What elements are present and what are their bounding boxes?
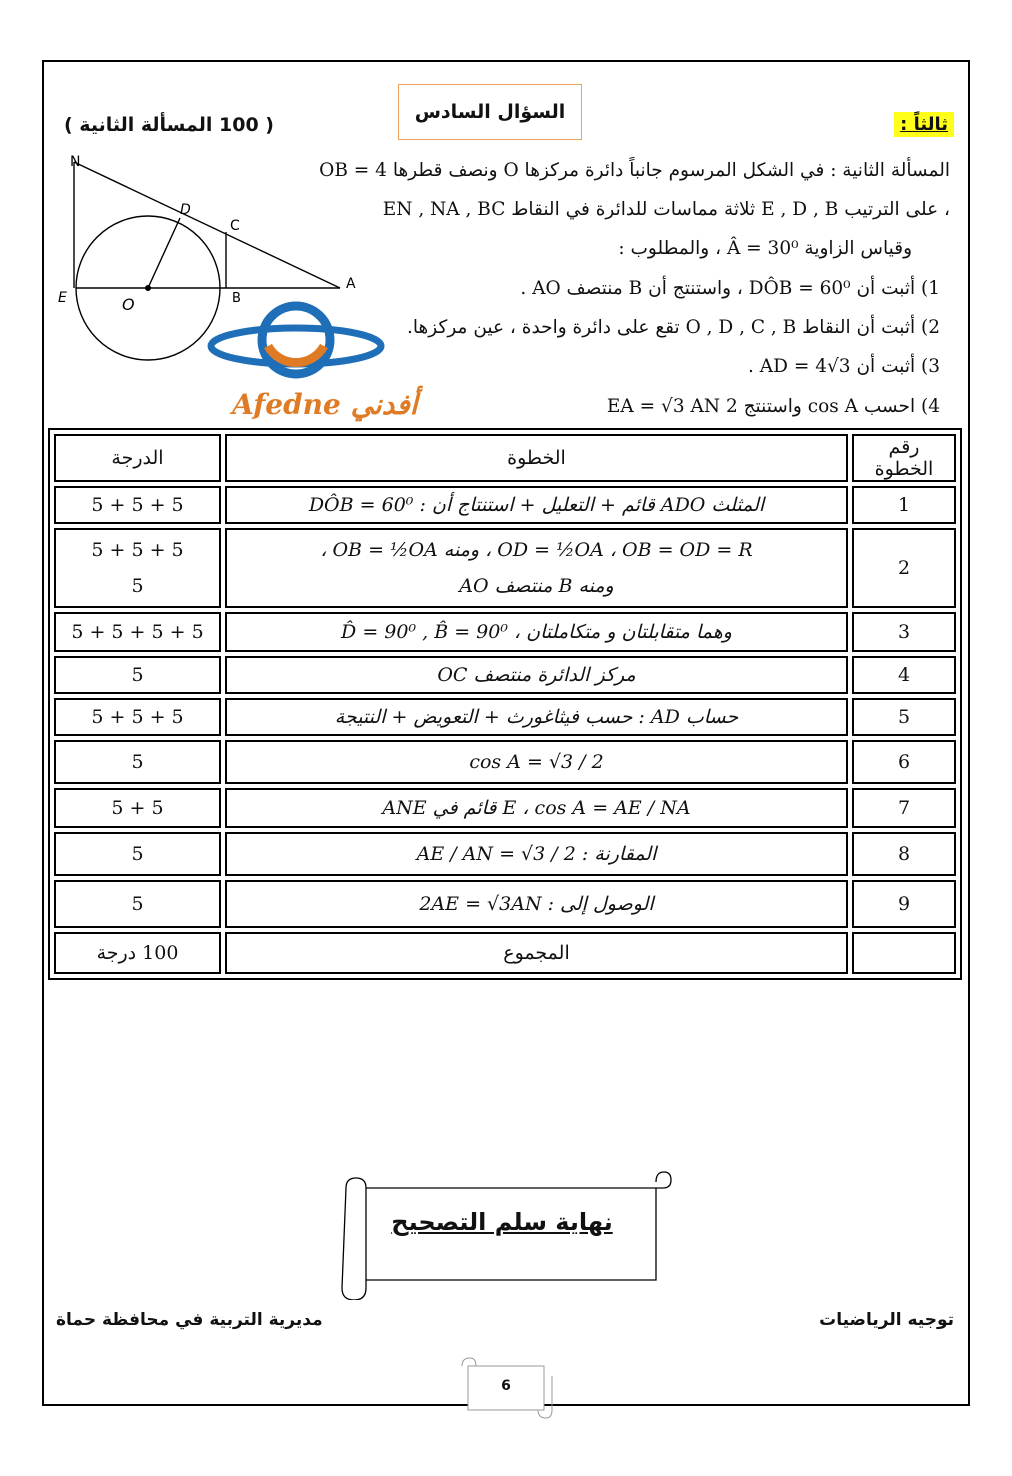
row-num: 4 (852, 656, 956, 694)
row-step: ANE قائم في E ، cos A = AE / NA (225, 788, 848, 828)
statement-line-2: EN , NA , BC ثلاثة مماسات للدائرة في النقاط E , D , B على الترتيب ، (382, 199, 950, 220)
row-num: 7 (852, 788, 956, 828)
label-B: B (232, 291, 241, 306)
question-2: 2) أثبت أن النقاط O , D , C , B تقع على دائرة واحدة ، عين مركزها. (407, 317, 940, 338)
table-row (54, 832, 956, 876)
label-C: C (230, 218, 240, 234)
label-E: E (58, 290, 67, 306)
problem-heading: ( 100 المسألة الثانية ) (64, 114, 274, 136)
question-1: 1) أثبت أن DÔB = 60⁰ ، واستنتج أن B منتصف AO . (520, 278, 940, 299)
footer-left: مديرية التربية في محافظة حماة (56, 1310, 323, 1330)
header-step: الخطوة (225, 434, 848, 482)
header-grade: الدرجة (54, 434, 221, 482)
section-label: ثالثاً : (894, 112, 954, 137)
row-num: 9 (852, 880, 956, 928)
row-grade (54, 528, 221, 608)
logo-text: Afedne أفدني (232, 388, 418, 421)
statement-line-1: المسألة الثانية : في الشكل المرسوم جانباً دائرة مركزها O ونصف قطرها OB = 4 (319, 160, 950, 181)
row-grade: 5 + 5 + 5 + 5 (54, 612, 221, 652)
row-num: 2 (852, 528, 956, 608)
row-grade: 5 (54, 880, 221, 928)
total-empty (852, 932, 956, 974)
table-row (54, 788, 956, 828)
page-number: 6 (501, 1378, 511, 1394)
label-N: N (70, 154, 81, 170)
row-num: 6 (852, 740, 956, 784)
footer-right: توجيه الرياضيات (819, 1310, 954, 1330)
row-num: 1 (852, 486, 956, 524)
row-step-line-2: ومنه B منتصف AO (459, 575, 614, 597)
label-O: O (122, 295, 135, 314)
total-grade: 100 درجة (54, 932, 221, 974)
grading-table (48, 428, 962, 980)
row-grade: 5 + 5 + 5 (54, 698, 221, 736)
table-row (54, 528, 956, 608)
label-A: A (346, 276, 356, 292)
row-grade: 5 (54, 832, 221, 876)
radius-OD (148, 218, 180, 288)
end-banner-text: نهاية سلم التصحيح (391, 1208, 613, 1236)
statement-line-3: وقياس الزاوية Â = 30⁰ ، والمطلوب : (618, 238, 912, 259)
row-grade: 5 (54, 656, 221, 694)
row-grade: 5 + 5 + 5 (54, 486, 221, 524)
row-step: حساب AD : حسب فيثاغورث + التعويض + النتيجة (225, 698, 848, 736)
table-row (54, 698, 956, 736)
row-grade: 5 + 5 (54, 788, 221, 828)
row-num: 8 (852, 832, 956, 876)
center-O (145, 285, 151, 291)
row-step: المقارنة : AE / AN = √3 / 2 (225, 832, 848, 876)
row-step-line-1: OD = ½OA ، OB = OD = R ، ومنه OB = ½OA ، (320, 539, 753, 561)
row-step (225, 528, 848, 608)
header-num: رقم الخطوة (852, 434, 956, 482)
table-row (54, 656, 956, 694)
row-grade-line-2: 5 (131, 575, 144, 597)
row-num: 5 (852, 698, 956, 736)
table-row (54, 486, 956, 524)
question-title: السؤال السادس (398, 84, 582, 140)
table-row (54, 612, 956, 652)
row-step: مركز الدائرة منتصف OC (225, 656, 848, 694)
row-step: D̂ = 90⁰ , B̂ = 90⁰ ، وهما متقابلتان و متكاملتان (225, 612, 848, 652)
table-row (54, 740, 956, 784)
row-num: 3 (852, 612, 956, 652)
table-total-row (54, 932, 956, 974)
question-3: 3) أثبت أن AD = 4√3 . (748, 356, 940, 377)
total-label: المجموع (225, 932, 848, 974)
question-4: 4) احسب cos A واستنتج 2 EA = √3 AN (606, 396, 940, 417)
table-row (54, 880, 956, 928)
label-D: D (180, 202, 191, 218)
row-step: الوصول إلى : 2AE = √3AN (225, 880, 848, 928)
row-grade: 5 (54, 740, 221, 784)
row-step: cos A = √3 / 2 (225, 740, 848, 784)
row-grade-line-1: 5 + 5 + 5 (91, 539, 184, 561)
row-step: المثلث ADO قائم + التعليل + استنتاج أن : DÔB = 60⁰ (225, 486, 848, 524)
